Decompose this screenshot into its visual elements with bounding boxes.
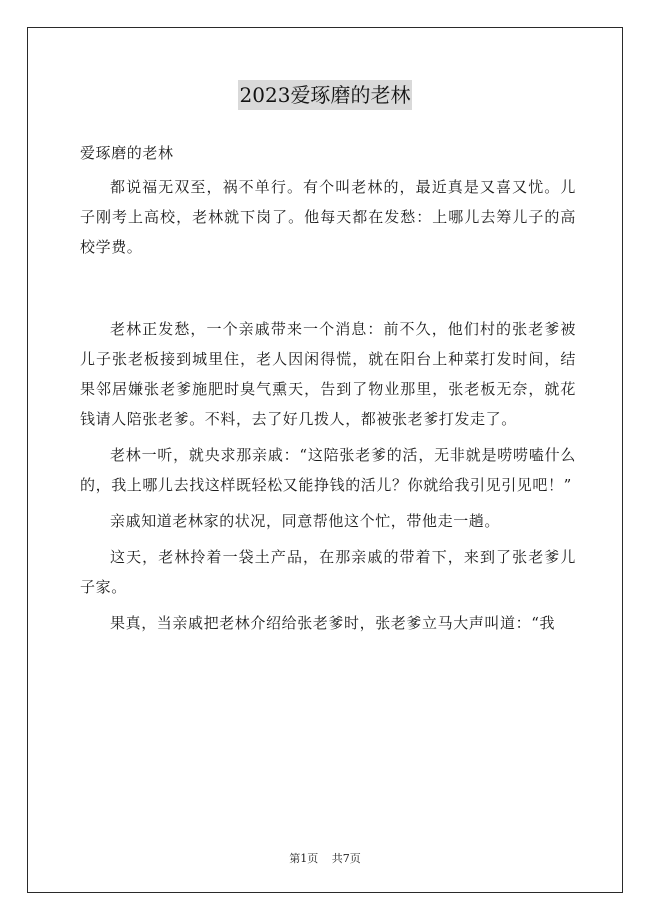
- title-wrap: [0, 80, 650, 110]
- document-subtitle: 爱琢磨的老林: [80, 144, 174, 162]
- paragraph: 老林正发愁，一个亲戚带来一个消息：前不久，他们村的张老爹被儿子张老板接到城里住，老人因闲得慌，就在阳台上种菜打发时间，结果邻居嫌张老爹施肥时臭气熏天，告到了物业那里，张老板无奈，就花钱请人陪张老爹。不料，去了好几拨人，都被张老爹打发走了。: [80, 320, 576, 428]
- document-body: [80, 138, 576, 644]
- paragraph: 亲戚知道老林家的状况，同意帮他这个忙，带他走一趟。: [110, 512, 501, 530]
- paragraph: 这天，老林拎着一袋土产品，在那亲戚的带着下，来到了张老爹儿子家。: [80, 548, 576, 596]
- page-total: 共7页: [331, 852, 361, 865]
- paragraph: 果真，当亲戚把老林介绍给张老爹时，张老爹立马大声叫道：“我: [110, 614, 556, 632]
- page-number: 第1页: [289, 852, 319, 865]
- page-footer: [0, 852, 650, 866]
- paragraph: 老林一听，就央求那亲戚：“这陪张老爹的活，无非就是唠唠嗑什么的，我上哪儿去找这样既轻松又能挣钱的活儿？你就给我引见引见吧！”: [80, 446, 576, 494]
- document-title: 2023爱琢磨的老林: [238, 80, 413, 110]
- paragraph-gap: [80, 268, 576, 314]
- paragraph: 都说福无双至，祸不单行。有个叫老林的，最近真是又喜又忧。儿子刚考上高校，老林就下岗了。他每天都在发愁：上哪儿去筹儿子的高校学费。: [80, 178, 576, 256]
